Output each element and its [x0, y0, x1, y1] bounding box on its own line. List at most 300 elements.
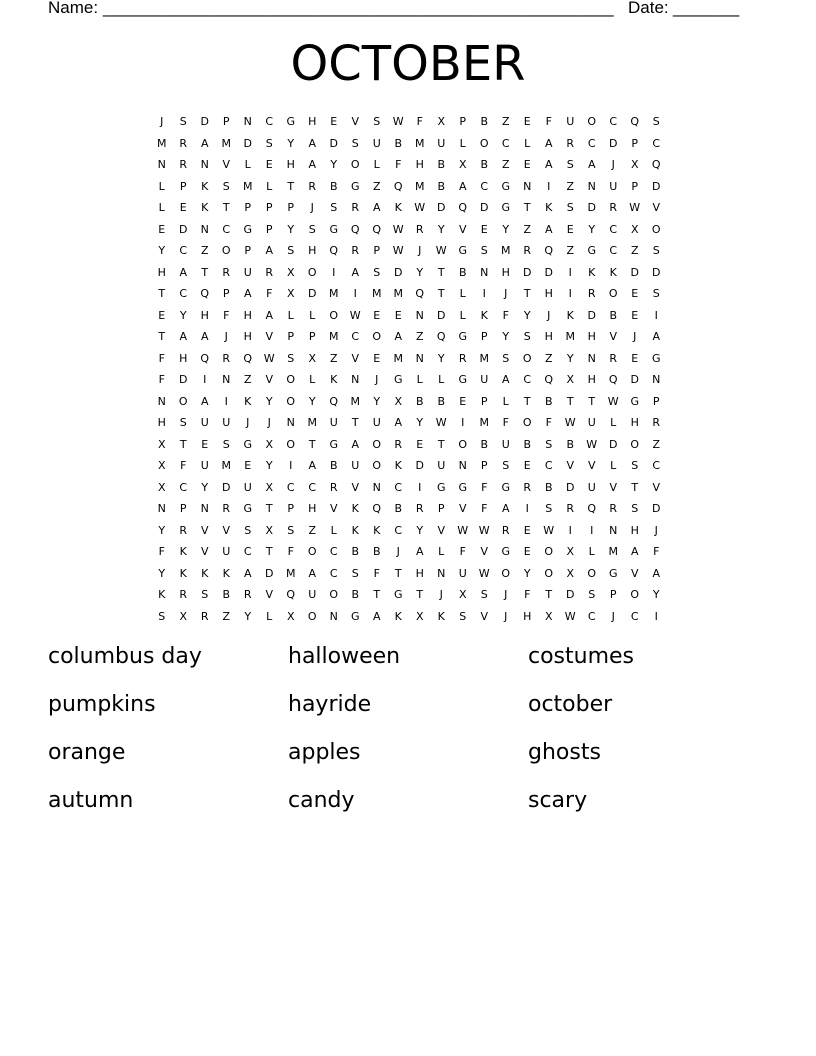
grid-letter[interactable]: K — [222, 566, 230, 580]
grid-letter[interactable]: Q — [243, 351, 253, 365]
grid-letter[interactable]: P — [265, 201, 273, 214]
grid-letter[interactable]: S — [502, 459, 510, 472]
grid-letter[interactable]: D — [200, 115, 209, 128]
grid-letter[interactable]: A — [265, 244, 274, 257]
grid-letter[interactable]: S — [287, 244, 295, 257]
grid-letter[interactable]: L — [266, 179, 273, 193]
grid-letter[interactable]: S — [523, 330, 531, 343]
grid-letter[interactable]: Y — [652, 588, 660, 601]
grid-letter[interactable]: Y — [437, 351, 445, 365]
grid-letter[interactable]: L — [588, 545, 595, 558]
grid-letter[interactable]: V — [329, 502, 338, 515]
grid-letter[interactable]: G — [458, 480, 468, 494]
grid-letter[interactable]: D — [243, 136, 252, 150]
grid-letter[interactable]: X — [566, 373, 575, 386]
grid-letter[interactable]: T — [523, 201, 531, 214]
grid-letter[interactable]: O — [587, 115, 597, 128]
grid-letter[interactable]: W — [564, 609, 576, 623]
grid-letter[interactable]: R — [179, 136, 188, 150]
grid-letter[interactable]: A — [372, 609, 381, 623]
grid-letter[interactable]: T — [351, 416, 359, 429]
grid-letter[interactable]: Z — [544, 351, 553, 365]
grid-letter[interactable]: Q — [372, 222, 382, 236]
grid-letter[interactable]: Y — [523, 308, 531, 322]
grid-letter[interactable]: Y — [502, 330, 510, 343]
grid-letter[interactable]: A — [308, 459, 317, 472]
grid-letter[interactable]: R — [351, 201, 360, 214]
grid-letter[interactable]: Y — [308, 394, 316, 408]
grid-letter[interactable]: J — [611, 158, 615, 171]
grid-letter[interactable]: M — [372, 287, 382, 300]
grid-letter[interactable]: C — [609, 244, 618, 257]
grid-letter[interactable]: S — [287, 523, 295, 537]
grid-letter[interactable]: C — [179, 287, 188, 300]
grid-letter[interactable]: K — [330, 373, 338, 386]
grid-letter[interactable]: W — [263, 351, 275, 365]
grid-letter[interactable]: W — [564, 416, 576, 429]
grid-letter[interactable]: W — [435, 416, 447, 429]
grid-letter[interactable]: J — [310, 201, 314, 214]
grid-letter[interactable]: B — [480, 437, 489, 451]
grid-letter[interactable]: U — [501, 437, 510, 451]
grid-letter[interactable]: O — [372, 330, 382, 343]
grid-letter[interactable]: J — [654, 523, 658, 537]
grid-letter[interactable]: D — [308, 287, 317, 300]
grid-letter[interactable]: B — [566, 437, 575, 451]
grid-letter[interactable]: F — [524, 588, 531, 601]
grid-letter[interactable]: F — [545, 115, 552, 128]
grid-letter[interactable]: B — [609, 308, 618, 322]
grid-letter[interactable]: D — [544, 265, 553, 279]
grid-letter[interactable]: A — [308, 566, 317, 580]
grid-letter[interactable]: Y — [158, 566, 166, 580]
grid-letter[interactable]: T — [523, 394, 531, 408]
grid-letter[interactable]: B — [480, 158, 489, 171]
grid-letter[interactable]: A — [544, 158, 553, 171]
grid-letter[interactable]: S — [652, 115, 660, 128]
grid-letter[interactable]: G — [393, 373, 403, 386]
grid-letter[interactable]: L — [373, 158, 380, 171]
grid-letter[interactable]: N — [587, 351, 596, 365]
grid-letter[interactable]: D — [415, 459, 424, 472]
grid-letter[interactable]: G — [501, 179, 511, 193]
grid-letter[interactable]: J — [396, 545, 400, 558]
grid-letter[interactable]: O — [501, 566, 511, 580]
grid-letter[interactable]: Z — [308, 523, 317, 537]
grid-letter[interactable]: P — [609, 588, 617, 601]
grid-letter[interactable]: O — [522, 351, 532, 365]
grid-letter[interactable]: A — [308, 158, 317, 171]
grid-letter[interactable]: V — [652, 480, 661, 494]
grid-letter[interactable]: O — [608, 287, 618, 300]
grid-letter[interactable]: I — [654, 308, 658, 322]
grid-letter[interactable]: Y — [416, 416, 424, 429]
grid-letter[interactable]: P — [308, 330, 316, 343]
grid-letter[interactable]: H — [587, 373, 596, 386]
grid-letter[interactable]: I — [568, 523, 572, 537]
grid-letter[interactable]: X — [286, 265, 295, 279]
grid-letter[interactable]: I — [590, 523, 594, 537]
grid-letter[interactable]: R — [523, 480, 532, 494]
grid-letter[interactable]: N — [157, 502, 166, 515]
grid-letter[interactable]: N — [652, 373, 661, 386]
grid-letter[interactable]: B — [458, 265, 467, 279]
grid-letter[interactable]: P — [244, 244, 252, 257]
grid-letter[interactable]: K — [351, 523, 359, 537]
grid-letter[interactable]: Y — [373, 394, 381, 408]
grid-letter[interactable]: G — [436, 480, 446, 494]
grid-letter[interactable]: O — [286, 373, 296, 386]
grid-letter[interactable]: A — [351, 265, 360, 279]
grid-letter[interactable]: H — [157, 265, 166, 279]
grid-letter[interactable]: N — [157, 394, 166, 408]
grid-letter[interactable]: R — [415, 502, 424, 515]
grid-letter[interactable]: S — [222, 437, 230, 451]
grid-letter[interactable]: S — [330, 201, 338, 214]
grid-letter[interactable]: D — [609, 437, 618, 451]
grid-letter[interactable]: P — [480, 459, 488, 472]
grid-letter[interactable]: R — [243, 588, 252, 601]
grid-letter[interactable]: H — [179, 351, 188, 365]
grid-letter[interactable]: F — [180, 459, 187, 472]
grid-letter[interactable]: M — [393, 287, 403, 300]
grid-letter[interactable]: C — [501, 136, 510, 150]
grid-letter[interactable]: F — [158, 373, 165, 386]
grid-letter[interactable]: U — [243, 265, 252, 279]
grid-letter[interactable]: G — [630, 394, 640, 408]
grid-letter[interactable]: E — [459, 394, 467, 408]
date-field-line[interactable]: _______ — [673, 0, 740, 17]
grid-letter[interactable]: U — [372, 136, 381, 150]
grid-letter[interactable]: B — [329, 459, 338, 472]
grid-letter[interactable]: S — [351, 566, 359, 580]
grid-letter[interactable]: N — [222, 373, 231, 386]
grid-letter[interactable]: H — [200, 308, 209, 322]
grid-letter[interactable]: I — [547, 179, 551, 193]
grid-letter[interactable]: L — [158, 201, 165, 214]
grid-letter[interactable]: O — [286, 437, 296, 451]
grid-letter[interactable]: A — [265, 308, 274, 322]
grid-letter[interactable]: L — [524, 136, 531, 150]
grid-letter[interactable]: Q — [393, 179, 403, 193]
grid-letter[interactable]: A — [200, 330, 209, 343]
grid-letter[interactable]: K — [201, 566, 209, 580]
grid-letter[interactable]: J — [160, 115, 164, 128]
grid-letter[interactable]: E — [179, 201, 187, 214]
grid-letter[interactable]: W — [457, 523, 469, 537]
grid-letter[interactable]: L — [502, 394, 509, 408]
grid-letter[interactable]: W — [349, 308, 361, 322]
grid-letter[interactable]: U — [480, 373, 489, 386]
grid-letter[interactable]: D — [179, 373, 188, 386]
grid-letter[interactable]: N — [286, 416, 295, 429]
grid-letter[interactable]: S — [244, 523, 252, 537]
grid-letter[interactable]: C — [544, 459, 553, 472]
grid-letter[interactable]: G — [608, 566, 618, 580]
grid-letter[interactable]: V — [222, 523, 231, 537]
grid-letter[interactable]: U — [587, 416, 596, 429]
grid-letter[interactable]: K — [394, 201, 402, 214]
grid-letter[interactable]: G — [458, 330, 468, 343]
grid-letter[interactable]: U — [222, 416, 231, 429]
grid-letter[interactable]: E — [373, 351, 381, 365]
grid-letter[interactable]: M — [157, 136, 167, 150]
grid-letter[interactable]: E — [201, 437, 209, 451]
grid-letter[interactable]: A — [308, 136, 317, 150]
grid-letter[interactable]: G — [458, 244, 468, 257]
grid-letter[interactable]: K — [545, 201, 553, 214]
grid-letter[interactable]: O — [286, 394, 296, 408]
grid-letter[interactable]: W — [392, 244, 404, 257]
grid-letter[interactable]: X — [458, 588, 467, 601]
grid-letter[interactable]: N — [351, 373, 360, 386]
grid-letter[interactable]: Z — [243, 373, 252, 386]
grid-letter[interactable]: B — [523, 437, 532, 451]
grid-letter[interactable]: A — [501, 502, 510, 515]
grid-letter[interactable]: E — [523, 158, 531, 171]
grid-letter[interactable]: S — [652, 244, 660, 257]
grid-letter[interactable]: R — [222, 265, 231, 279]
grid-letter[interactable]: Y — [437, 222, 445, 236]
grid-letter[interactable]: R — [265, 265, 274, 279]
grid-letter[interactable]: O — [479, 136, 489, 150]
grid-letter[interactable]: H — [308, 502, 317, 515]
grid-letter[interactable]: W — [478, 523, 490, 537]
grid-letter[interactable]: G — [651, 351, 661, 365]
grid-letter[interactable]: F — [223, 308, 230, 322]
grid-letter[interactable]: A — [544, 136, 553, 150]
grid-letter[interactable]: C — [523, 373, 532, 386]
grid-letter[interactable]: K — [394, 609, 402, 623]
grid-letter[interactable]: Q — [544, 373, 554, 386]
grid-letter[interactable]: P — [265, 222, 273, 236]
grid-letter[interactable]: L — [459, 308, 466, 322]
grid-letter[interactable]: T — [201, 265, 209, 279]
grid-letter[interactable]: P — [631, 179, 639, 193]
grid-letter[interactable]: V — [480, 609, 489, 623]
grid-letter[interactable]: L — [610, 416, 617, 429]
grid-letter[interactable]: I — [568, 287, 572, 300]
grid-letter[interactable]: M — [415, 179, 425, 193]
grid-letter[interactable]: G — [350, 179, 360, 193]
grid-letter[interactable]: B — [437, 394, 446, 408]
grid-letter[interactable]: D — [587, 308, 596, 322]
grid-letter[interactable]: I — [461, 416, 465, 429]
grid-letter[interactable]: H — [630, 523, 639, 537]
grid-letter[interactable]: C — [394, 480, 403, 494]
grid-letter[interactable]: V — [458, 222, 467, 236]
grid-letter[interactable]: A — [652, 566, 661, 580]
grid-letter[interactable]: N — [587, 179, 596, 193]
grid-letter[interactable]: M — [501, 244, 511, 257]
grid-letter[interactable]: M — [393, 351, 403, 365]
grid-letter[interactable]: L — [438, 373, 445, 386]
grid-letter[interactable]: L — [309, 373, 316, 386]
grid-letter[interactable]: F — [158, 351, 165, 365]
grid-letter[interactable]: I — [568, 265, 572, 279]
grid-letter[interactable]: Y — [265, 394, 273, 408]
grid-letter[interactable]: K — [158, 588, 166, 601]
grid-letter[interactable]: R — [609, 502, 618, 515]
grid-letter[interactable]: M — [350, 394, 360, 408]
grid-letter[interactable]: Q — [415, 287, 425, 300]
grid-letter[interactable]: M — [243, 179, 253, 193]
grid-letter[interactable]: E — [416, 437, 424, 451]
grid-letter[interactable]: G — [286, 115, 296, 128]
grid-letter[interactable]: M — [479, 351, 489, 365]
grid-letter[interactable]: I — [332, 265, 336, 279]
grid-letter[interactable]: Q — [372, 502, 382, 515]
grid-letter[interactable]: V — [609, 480, 618, 494]
grid-letter[interactable]: O — [651, 222, 661, 236]
grid-letter[interactable]: G — [501, 480, 511, 494]
grid-letter[interactable]: C — [265, 115, 274, 128]
grid-letter[interactable]: P — [222, 287, 230, 300]
grid-letter[interactable]: Y — [158, 244, 166, 257]
grid-letter[interactable]: N — [372, 480, 381, 494]
grid-letter[interactable]: R — [458, 351, 467, 365]
grid-letter[interactable]: I — [482, 287, 486, 300]
grid-letter[interactable]: F — [266, 287, 273, 300]
grid-letter[interactable]: A — [394, 416, 403, 429]
grid-letter[interactable]: L — [610, 459, 617, 472]
grid-letter[interactable]: D — [630, 373, 639, 386]
grid-letter[interactable]: H — [523, 609, 532, 623]
grid-letter[interactable]: X — [437, 115, 446, 128]
grid-letter[interactable]: Z — [200, 244, 209, 257]
grid-letter[interactable]: J — [246, 416, 250, 429]
grid-letter[interactable]: R — [351, 244, 360, 257]
grid-letter[interactable]: F — [459, 545, 466, 558]
grid-letter[interactable]: M — [307, 416, 317, 429]
grid-letter[interactable]: K — [609, 265, 617, 279]
grid-letter[interactable]: T — [308, 437, 316, 451]
grid-letter[interactable]: O — [178, 394, 188, 408]
grid-letter[interactable]: D — [652, 265, 661, 279]
grid-letter[interactable]: M — [221, 136, 231, 150]
grid-letter[interactable]: T — [265, 545, 273, 558]
grid-letter[interactable]: R — [222, 502, 231, 515]
grid-letter[interactable]: U — [308, 588, 317, 601]
grid-letter[interactable]: P — [480, 330, 488, 343]
grid-letter[interactable]: Z — [523, 222, 532, 236]
grid-letter[interactable]: D — [566, 588, 575, 601]
grid-letter[interactable]: P — [437, 502, 445, 515]
grid-letter[interactable]: B — [394, 502, 403, 515]
grid-letter[interactable]: X — [630, 222, 639, 236]
grid-letter[interactable]: S — [351, 136, 359, 150]
grid-letter[interactable]: A — [200, 394, 209, 408]
grid-letter[interactable]: G — [350, 609, 360, 623]
grid-letter[interactable]: R — [652, 416, 661, 429]
grid-letter[interactable]: X — [308, 351, 317, 365]
grid-letter[interactable]: D — [222, 480, 231, 494]
grid-letter[interactable]: Z — [372, 179, 381, 193]
grid-letter[interactable]: B — [437, 179, 446, 193]
grid-letter[interactable]: K — [394, 459, 402, 472]
grid-letter[interactable]: W — [392, 222, 404, 236]
grid-letter[interactable]: S — [631, 459, 639, 472]
grid-letter[interactable]: Q — [350, 222, 360, 236]
grid-letter[interactable]: C — [179, 480, 188, 494]
grid-letter[interactable]: R — [415, 222, 424, 236]
grid-letter[interactable]: M — [479, 416, 489, 429]
grid-letter[interactable]: R — [587, 287, 596, 300]
grid-letter[interactable]: J — [547, 308, 551, 322]
grid-letter[interactable]: U — [437, 459, 446, 472]
grid-letter[interactable]: O — [329, 588, 339, 601]
grid-letter[interactable]: G — [243, 437, 253, 451]
grid-letter[interactable]: T — [437, 265, 445, 279]
grid-letter[interactable]: C — [179, 244, 188, 257]
grid-letter[interactable]: Q — [329, 244, 339, 257]
grid-letter[interactable]: X — [630, 158, 639, 171]
grid-letter[interactable]: Y — [265, 459, 273, 472]
grid-letter[interactable]: T — [566, 394, 574, 408]
grid-letter[interactable]: M — [221, 459, 231, 472]
grid-letter[interactable]: V — [351, 480, 360, 494]
grid-letter[interactable]: C — [587, 609, 596, 623]
grid-letter[interactable]: E — [523, 459, 531, 472]
grid-letter[interactable]: T — [373, 588, 381, 601]
grid-letter[interactable]: B — [372, 545, 381, 558]
grid-letter[interactable]: K — [588, 265, 596, 279]
grid-letter[interactable]: C — [286, 480, 295, 494]
grid-letter[interactable]: X — [544, 609, 553, 623]
grid-letter[interactable]: D — [652, 502, 661, 515]
grid-letter[interactable]: H — [630, 416, 639, 429]
grid-letter[interactable]: K — [201, 179, 209, 193]
grid-letter[interactable]: E — [566, 222, 574, 236]
grid-letter[interactable]: J — [633, 330, 637, 343]
grid-letter[interactable]: B — [329, 179, 338, 193]
grid-letter[interactable]: N — [200, 502, 209, 515]
grid-letter[interactable]: U — [200, 459, 209, 472]
grid-letter[interactable]: T — [437, 287, 445, 300]
grid-letter[interactable]: O — [544, 566, 554, 580]
grid-letter[interactable]: S — [308, 222, 316, 236]
grid-letter[interactable]: Y — [287, 136, 295, 150]
grid-letter[interactable]: C — [609, 222, 618, 236]
grid-letter[interactable]: D — [609, 136, 618, 150]
grid-letter[interactable]: C — [394, 523, 403, 537]
grid-letter[interactable]: B — [351, 588, 360, 601]
grid-letter[interactable]: Q — [651, 158, 661, 171]
grid-letter[interactable]: U — [458, 566, 467, 580]
grid-letter[interactable]: D — [566, 480, 575, 494]
grid-letter[interactable]: X — [566, 545, 575, 558]
grid-letter[interactable]: S — [566, 158, 574, 171]
grid-letter[interactable]: F — [545, 416, 552, 429]
grid-letter[interactable]: R — [501, 523, 510, 537]
grid-letter[interactable]: V — [630, 566, 639, 580]
grid-letter[interactable]: F — [502, 416, 509, 429]
grid-letter[interactable]: U — [222, 545, 231, 558]
grid-letter[interactable]: H — [587, 330, 596, 343]
grid-letter[interactable]: E — [523, 115, 531, 128]
grid-letter[interactable]: P — [459, 115, 467, 128]
grid-letter[interactable]: V — [587, 459, 596, 472]
grid-letter[interactable]: E — [480, 222, 488, 236]
grid-letter[interactable]: H — [544, 287, 553, 300]
grid-letter[interactable]: A — [200, 136, 209, 150]
grid-letter[interactable]: Q — [630, 115, 640, 128]
grid-letter[interactable]: S — [287, 351, 295, 365]
grid-letter[interactable]: B — [415, 394, 424, 408]
grid-letter[interactable]: C — [243, 545, 252, 558]
grid-letter[interactable]: M — [286, 566, 296, 580]
grid-letter[interactable]: R — [609, 351, 618, 365]
